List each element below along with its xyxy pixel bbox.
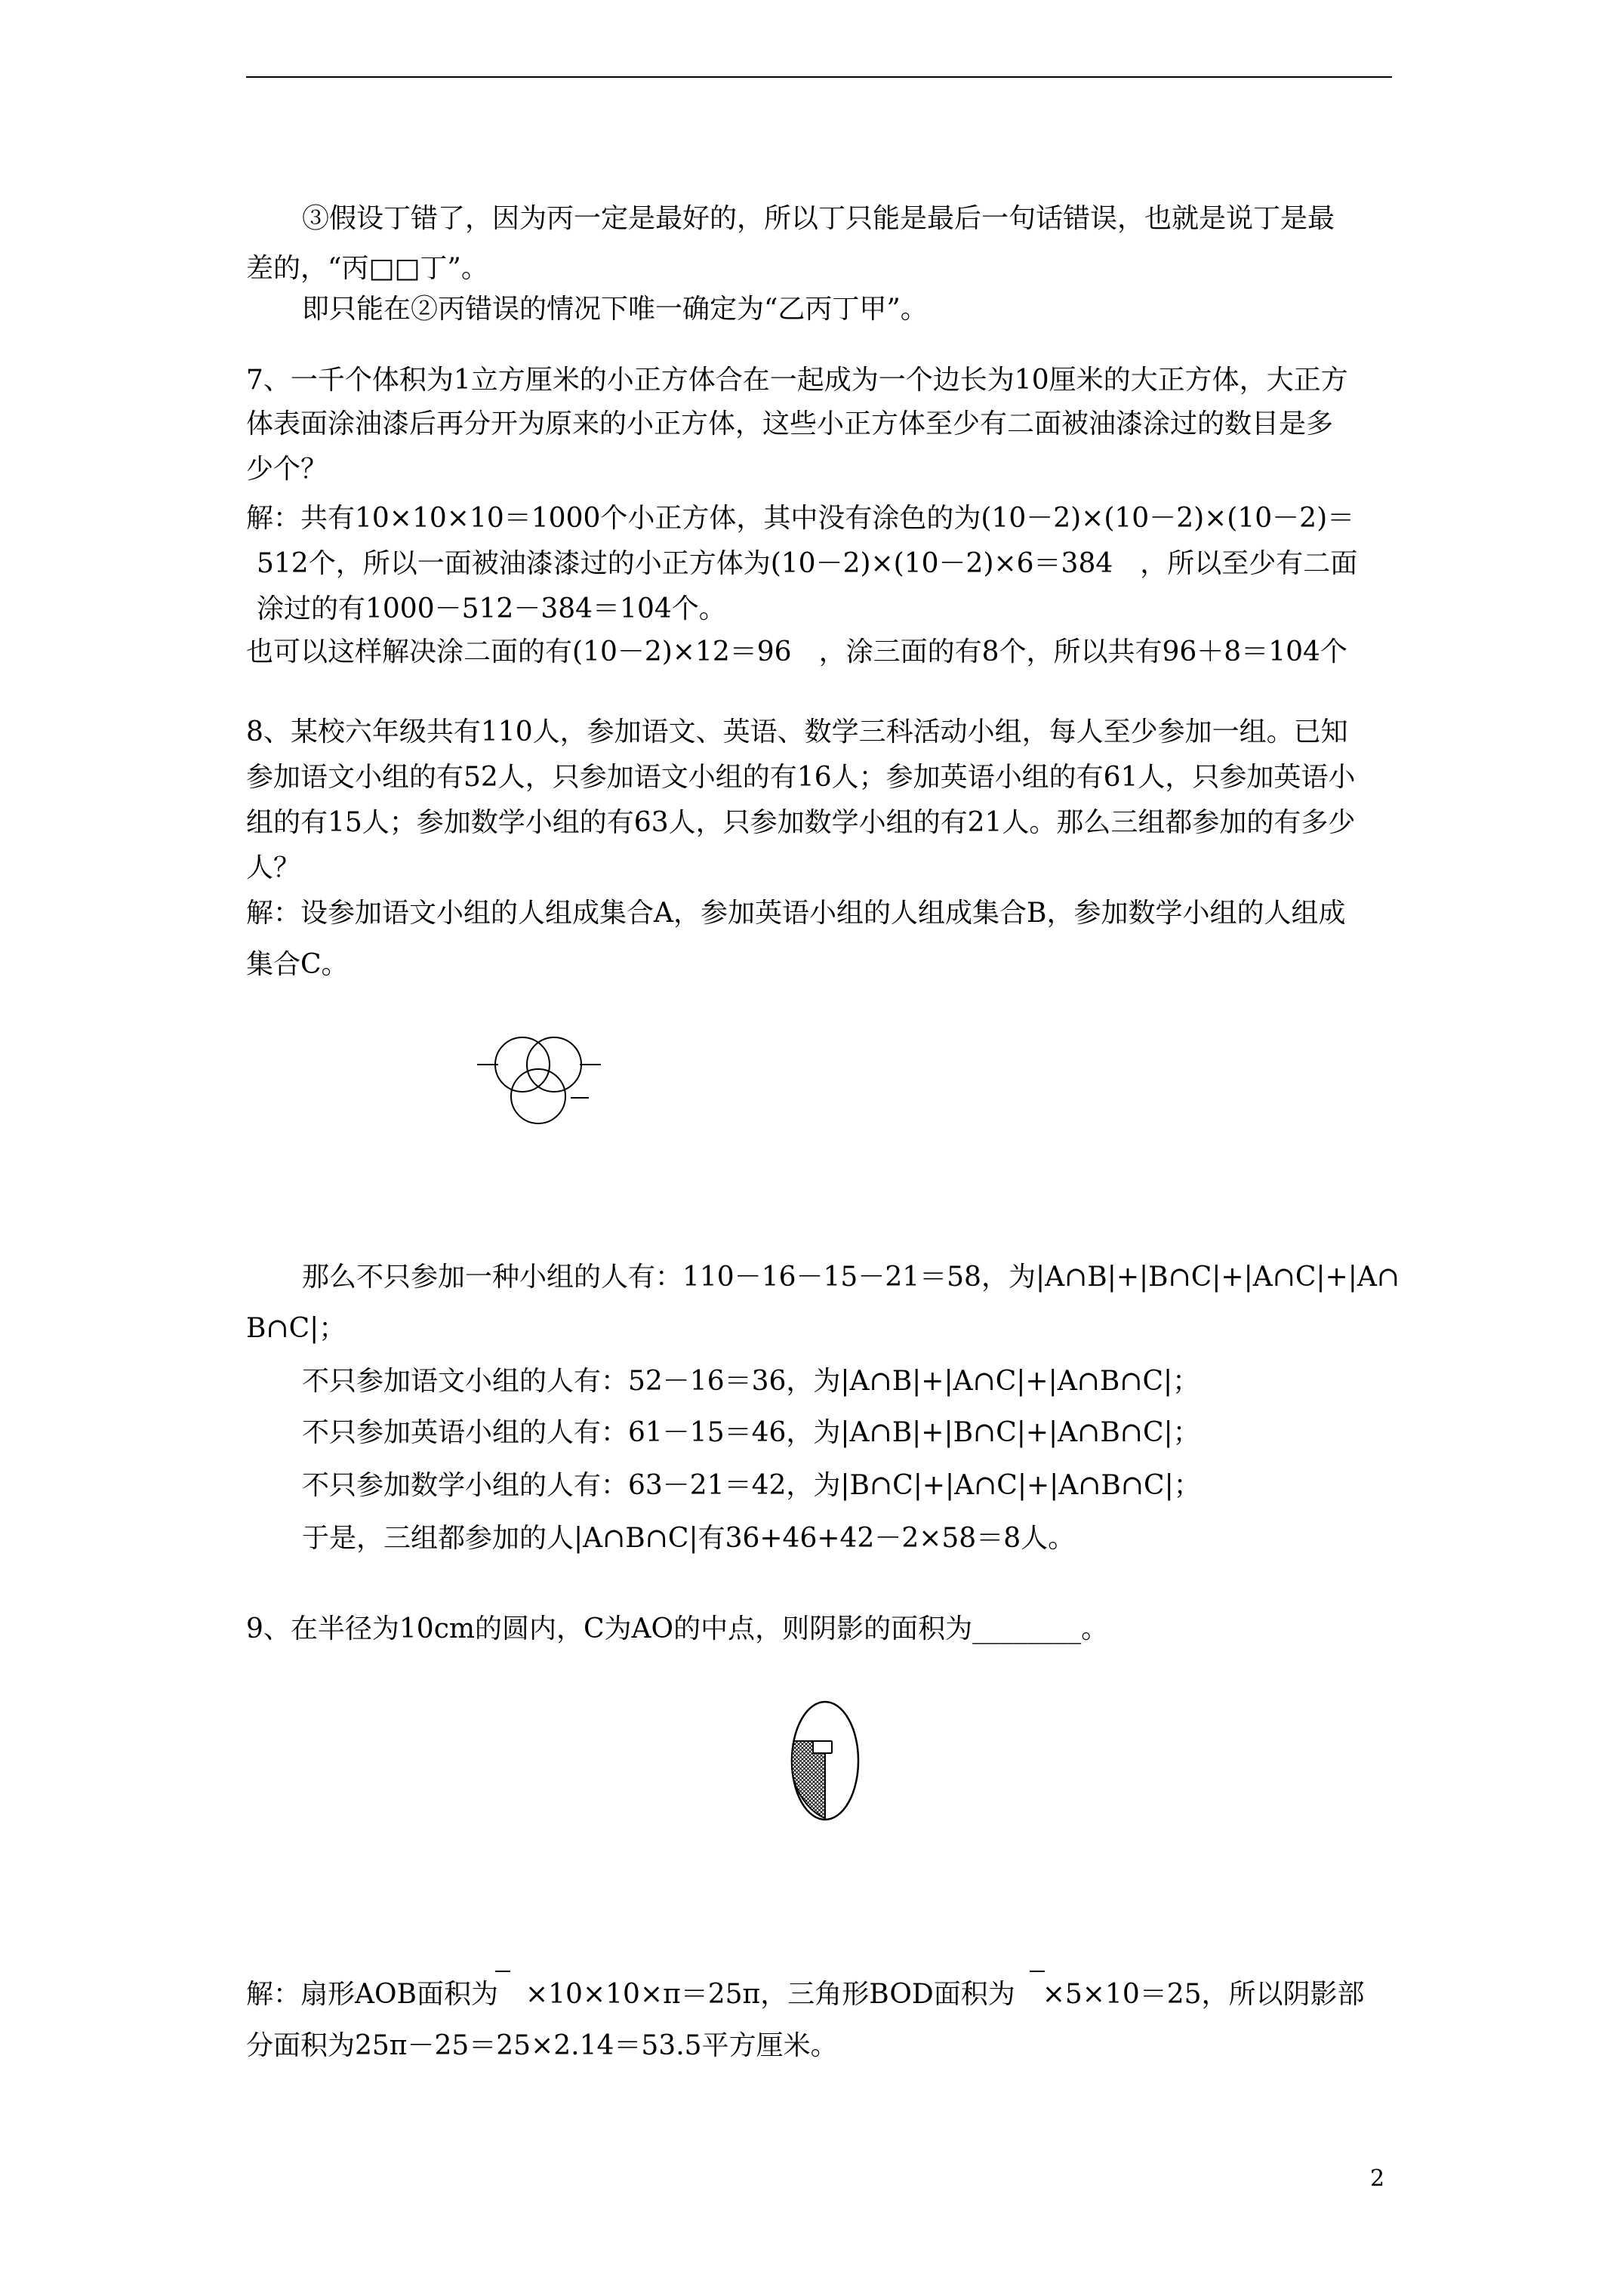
q8-step1-line2: B∩C|； xyxy=(246,1313,346,1344)
shaded-region xyxy=(792,1741,825,1818)
q7-line2: 体表面涂油漆后再分开为原来的小正方体，这些小正方体至少有二面被油漆涂过的数目是多 xyxy=(246,408,1334,439)
q7-solution-line1: 解：共有10×10×10＝1000个小正方体，其中没有涂色的为(10－2)×(10－2)×(10－2)＝ xyxy=(246,503,1355,534)
fraction-mark-2 xyxy=(1030,1971,1045,1972)
q9-question: 9、在半径为10cm的圆内，C为AO的中点，则阴影的面积为________。 xyxy=(246,1613,1109,1644)
venn-circle-c xyxy=(511,1069,565,1123)
q8-step5: 于是，三组都参加的人|A∩B∩C|有36+46+42－2×58＝8人。 xyxy=(302,1523,1076,1554)
q7-solution-line2: 512个，所以一面被油漆漆过的小正方体为(10－2)×(10－2)×6＝384 ，所以至少有二面 xyxy=(257,548,1358,579)
q7-solution-line3: 涂过的有1000－512－384＝104个。 xyxy=(257,593,726,624)
q8-step2: 不只参加语文小组的人有：52－16＝36，为|A∩B|+|A∩C|+|A∩B∩C|； xyxy=(302,1366,1200,1397)
circle-shaded-figure xyxy=(784,1699,867,1823)
venn-circle-b xyxy=(527,1037,581,1092)
venn-circle-a xyxy=(495,1037,550,1092)
q7-alternative: 也可以这样解决涂二面的有(10－2)×12＝96 ，涂三面的有8个，所以共有96＋8＝104个 xyxy=(246,636,1347,667)
q8-step3: 不只参加英语小组的人有：61－15＝46，为|A∩B|+|B∩C|+|A∩B∩C|； xyxy=(302,1417,1200,1448)
page-number: 2 xyxy=(1370,2165,1385,2192)
header-rule xyxy=(246,76,1392,78)
case3-line2: 差的，“丙□□丁”。 xyxy=(246,253,488,284)
case3-line1: ③假设丁错了，因为丙一定是最好的，所以丁只能是最后一句话错误，也就是说丁是最 xyxy=(302,203,1335,234)
q7-line1: 7、一千个体积为1立方厘米的小正方体合在一起成为一个边长为10厘米的大正方体，大正方 xyxy=(246,365,1348,396)
case-conclusion: 即只能在②丙错误的情况下唯一确定为“乙丙丁甲”。 xyxy=(302,294,928,325)
q8-solution-line2: 集合C。 xyxy=(246,949,349,980)
q8-line2: 参加语文小组的有52人，只参加语文小组的有16人；参加英语小组的有61人，只参加英语小 xyxy=(246,762,1356,793)
q8-line4: 人？ xyxy=(246,852,301,883)
fraction-mark-1 xyxy=(495,1971,510,1972)
q9-solution-line2: 分面积为25π－25＝25×2.14＝53.5平方厘米。 xyxy=(246,2030,838,2061)
venn-diagram xyxy=(476,1028,604,1134)
q8-solution-line1: 解：设参加语文小组的人组成集合A，参加英语小组的人组成集合B，参加数学小组的人组成 xyxy=(246,898,1346,929)
q7-line3: 少个？ xyxy=(246,454,328,485)
q8-step4: 不只参加数学小组的人有：63－21＝42，为|B∩C|+|A∩C|+|A∩B∩C|； xyxy=(302,1470,1201,1501)
q9-solution-line1: 解：扇形AOB面积为 ×10×10×π＝25π，三角形BOD面积为 ×5×10＝25，所以阴影部 xyxy=(246,1979,1365,2010)
q8-step1-line1: 那么不只参加一种小组的人有：110－16－15－21＝58，为|A∩B|+|B∩C|+|A∩C|+|A∩ xyxy=(302,1262,1400,1293)
q8-line3: 组的有15人；参加数学小组的有63人，只参加数学小组的有21人。那么三组都参加的有多少 xyxy=(246,807,1356,838)
q8-line1: 8、某校六年级共有110人，参加语文、英语、数学三科活动小组，每人至少参加一组。已知 xyxy=(246,717,1348,747)
